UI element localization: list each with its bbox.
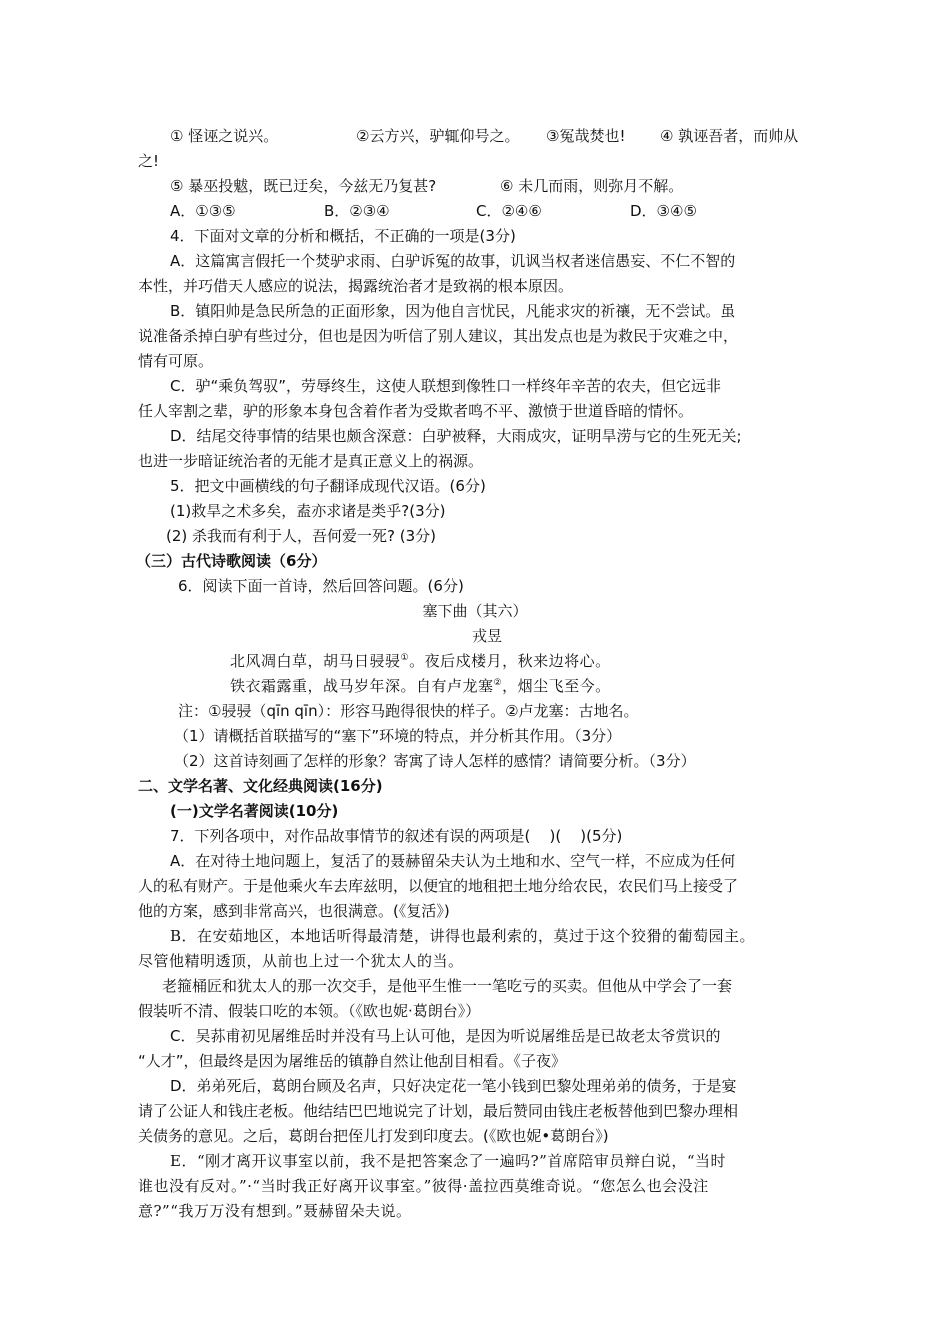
q4-option-c-line1: C．驴“乘负驾驭”，劳辱终生，这使人联想到像牲口一样终年辛苦的农夫，但它远非	[170, 377, 722, 395]
intro-item-4-continued: 之!	[138, 152, 160, 170]
intro-item-6: ⑥ 未几而雨，则弥月不解。	[500, 177, 684, 195]
q4-option-b-line1: B．镇阳帅是急民所急的正面形象，因为他自言忧民，凡能求灾的祈禳，无不尝试。虽	[170, 302, 736, 320]
q4-option-b-line2: 说准备杀掉白驴有些过分，但也是因为听信了别人建议，其出发点也是为救民于灾难之中，	[138, 327, 739, 345]
q5-sentence-1: (1)救旱之术多矣，盍亦求诸是类乎?(3分)	[170, 502, 446, 520]
q4-option-d-line1: D．结尾交待事情的结果也颇含深意：白驴被释，大雨成灾，证明旱涝与它的生死无关;	[170, 427, 742, 445]
poem-line-1-part-1: 北风凋白草，胡马日骎骎	[230, 652, 401, 670]
q7-option-c-line1: C．吴荪甫初见屠维岳时并没有马上认可他，是因为听说屠维岳是已故老太爷赏识的	[170, 1027, 721, 1045]
poem-line-2-part-1: 铁衣霜露重，战马岁年深。自有卢龙塞	[230, 677, 494, 695]
q7-stem: 7．下列各项中，对作品故事情节的叙述有误的两项是( )( )(5分)	[170, 827, 623, 845]
q7-option-e-line2: 谁也没有反对。”·“当时我正好离开议事室。”彼得·盖拉西莫维奇说。“您怎么也会没注	[138, 1177, 709, 1195]
q7-option-b-line3: 老箍桶匠和犹太人的那一次交手，是他平生惟一一笔吃亏的买卖。但他从中学会了一套	[162, 977, 733, 995]
q7-option-d-line3: 关债务的意见。之后，葛朗台把侄儿打发到印度去。(《欧也妮•葛朗台》)	[138, 1127, 609, 1145]
q7-option-a-line3: 他的方案，感到非常高兴，也很满意。(《复活》)	[138, 902, 450, 920]
q4-option-c-line2: 任人宰割之辈，驴的形象本身包含着作者为受欺者鸣不平、激愤于世道昏暗的情怀。	[138, 402, 694, 420]
intro-item-4: ④ 孰诬吾者，而帅从	[660, 127, 799, 145]
poem-title: 塞下曲（其六）	[422, 602, 528, 620]
q7-option-b-line2: 尽管他精明透顶，从前也上过一个犹太人的当。	[138, 952, 464, 970]
q4-option-d-line2: 也进一步暗证统治者的无能才是真正意义上的祸源。	[138, 452, 484, 470]
intro-item-3: ③冤哉焚也!	[546, 127, 626, 145]
q3-option-d: D．③④⑤	[630, 202, 697, 220]
intro-item-5: ⑤ 暴巫投魃，既已迂矣，今兹无乃复甚?	[170, 177, 437, 195]
poem-note: 注：①骎骎（qīn qīn）：形容马跑得很快的样子。②卢龙塞：古地名。	[178, 702, 639, 720]
q7-option-e-line1: E．“刚才离开议事室以前，我不是把答案念了一遍吗?”首席陪审员辩白说，“当时	[170, 1152, 727, 1170]
q3-option-c: C．②④⑥	[476, 202, 542, 220]
q7-option-a-line1: A．在对待土地问题上，复活了的聂赫留朵夫认为土地和水、空气一样，不应成为任何	[170, 852, 736, 870]
poem-line-2	[230, 675, 920, 697]
footnote-marker-2: ②	[493, 678, 503, 688]
q7-option-d-line2: 请了公证人和钱庄老板。他结结巴巴地说完了计划，最后赞同由钱庄老板替他到巴黎办理相	[138, 1102, 739, 1120]
intro-item-2: ②云方兴，驴辄仰号之。	[356, 127, 520, 145]
q3-option-a: A．①③⑤	[170, 202, 236, 220]
q5-stem: 5．把文中画横线的句子翻译成现代汉语。(6分)	[170, 477, 486, 495]
poem-line-1-part-2: 。夜后戍楼月，秋来边将心。	[409, 652, 611, 670]
section-3-heading: （三）古代诗歌阅读（6分）	[136, 552, 327, 570]
poem-author: 戎昱	[471, 627, 502, 645]
poem-line-1	[230, 650, 920, 672]
q6-subquestion-1: （1）请概括首联描写的“塞下”环境的特点，并分析其作用。（3分）	[174, 727, 622, 745]
q4-option-a-line2: 本性，并巧借天人感应的说法，揭露统治者才是致祸的根本原因。	[138, 277, 574, 295]
footnote-marker-1: ①	[400, 653, 410, 663]
q7-option-c-line2: “人才”，但最终是因为屠维岳的镇静自然让他刮目相看。《子夜》	[138, 1052, 567, 1070]
q4-option-b-line3: 情有可原。	[138, 352, 214, 370]
q4-option-a-line1: A．这篇寓言假托一个焚驴求雨、白驴诉冤的故事，讥讽当权者迷信愚妄、不仁不智的	[170, 252, 736, 270]
q7-option-b-line4: 假装听不清、假装口吃的本领。（《欧也妮·葛朗台》）	[138, 1002, 481, 1020]
q7-option-b-line1: B．在安茹地区，本地话听得最清楚，讲得也最利索的，莫过于这个狡猾的葡萄园主。	[170, 927, 756, 945]
poem-line-2-part-2: ，烟尘飞至今。	[502, 677, 611, 695]
subsection-heading: (一)文学名著阅读(10分)	[170, 802, 339, 820]
q6-stem: 6．阅读下面一首诗，然后回答问题。(6分)	[178, 577, 464, 595]
q4-stem: 4．下面对文章的分析和概括，不正确的一项是(3分)	[170, 227, 516, 245]
section-two-heading: 二、文学名著、文化经典阅读(16分)	[138, 777, 383, 795]
q6-subquestion-2: （2）这首诗刻画了怎样的形象？寄寓了诗人怎样的感情？请简要分析。（3分）	[174, 752, 696, 770]
q7-option-e-line3: 意?”“我万万没有想到。”聂赫留朵夫说。	[138, 1202, 412, 1220]
q5-sentence-2: (2) 杀我而有利于人，吾何爱一死? (3分)	[166, 527, 436, 545]
intro-item-1: ① 怪诬之说兴。	[170, 127, 279, 145]
q7-option-a-line2: 人的私有财产。于是他乘火车去库兹明，以便宜的地租把土地分给农民，农民们马上接受了	[138, 877, 739, 895]
q7-option-d-line1: D．弟弟死后，葛朗台顾及名声，只好决定花一笔小钱到巴黎处理弟弟的债务，于是宴	[170, 1077, 737, 1095]
q3-option-b: B．②③④	[324, 202, 390, 220]
